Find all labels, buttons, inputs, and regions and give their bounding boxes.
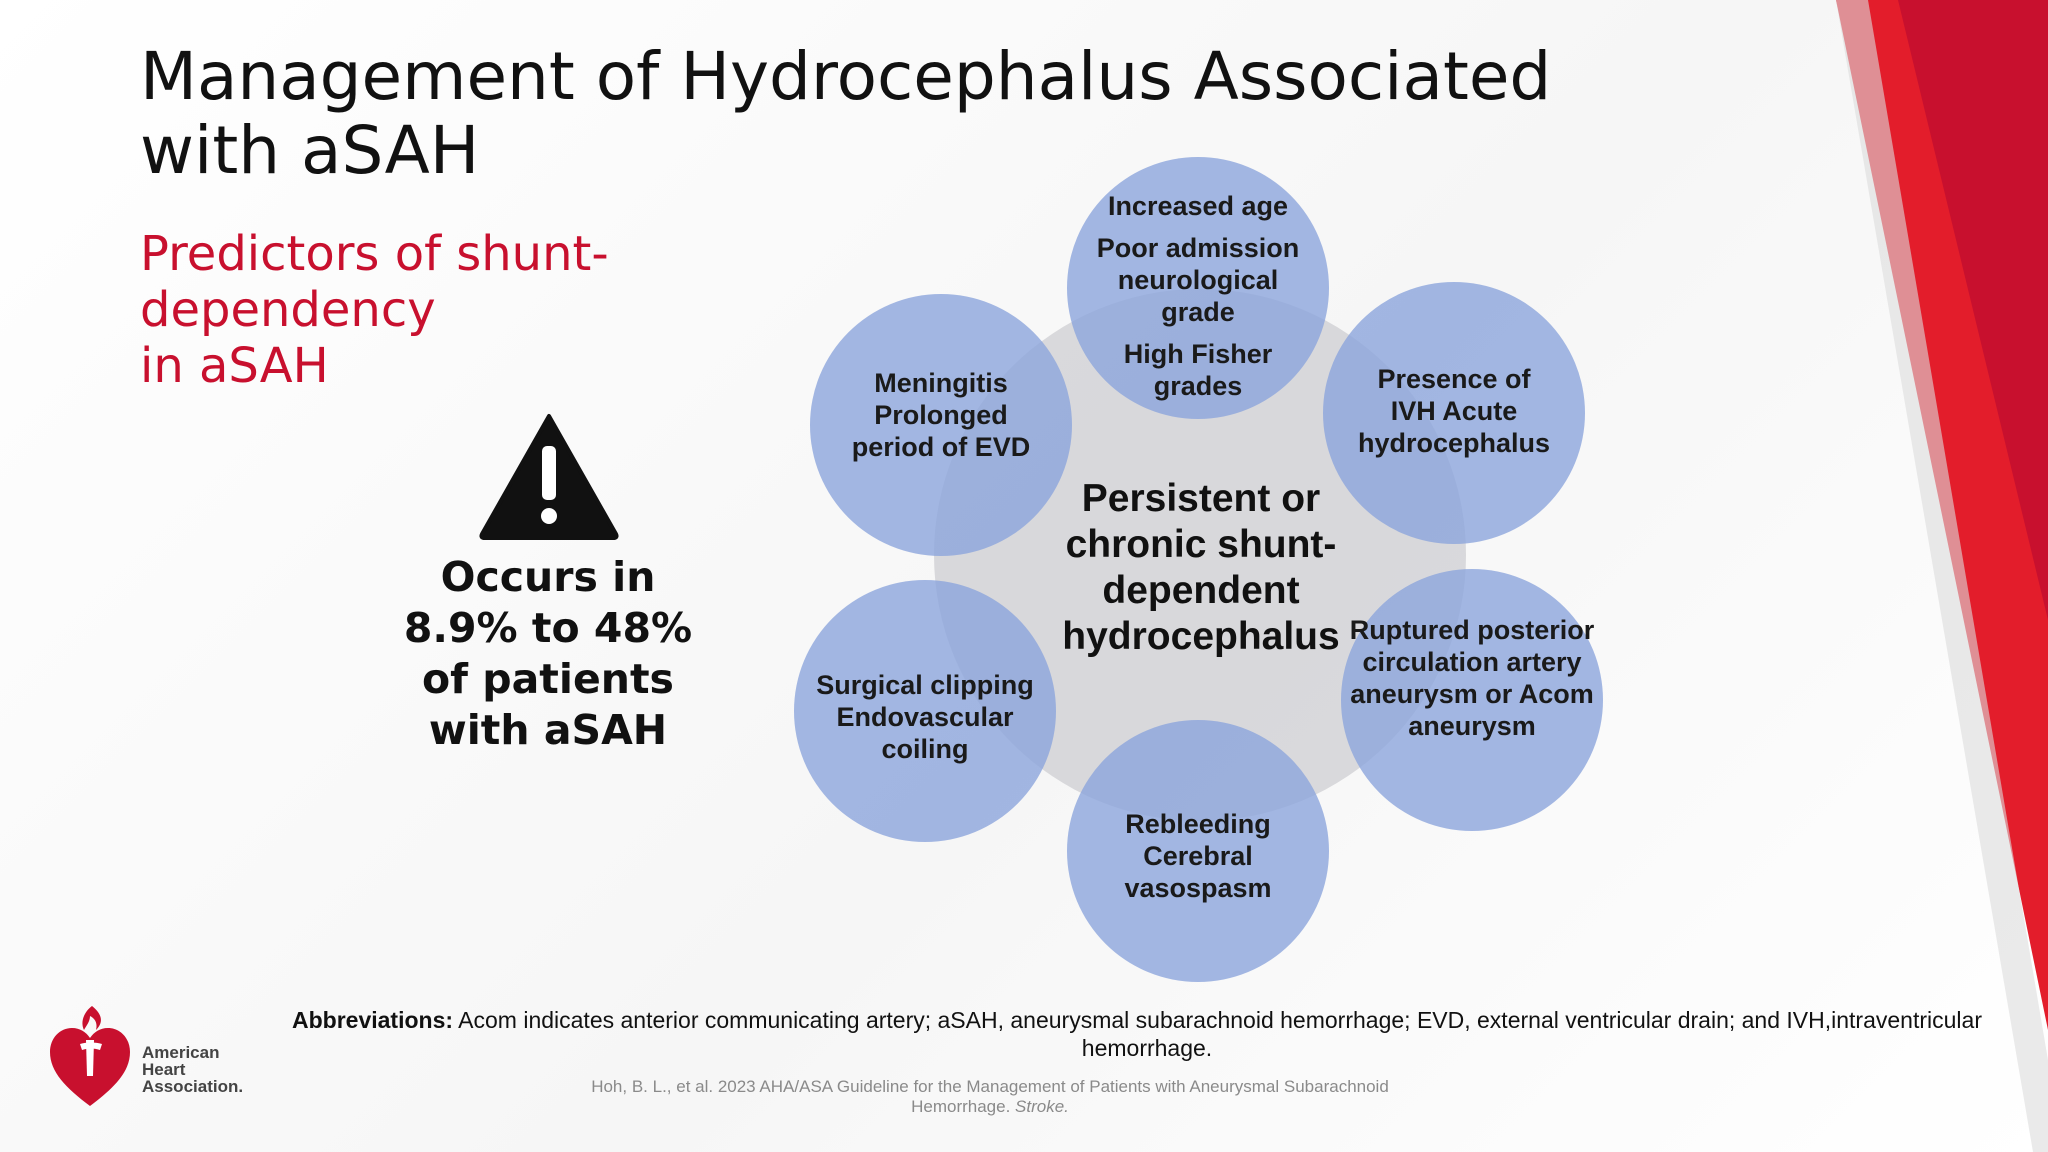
petal-label-line: Meningitis [874,368,1008,398]
petal-label-line: Increased age [1107,191,1289,221]
petal-label-line: aneurysm [1408,711,1536,741]
petal-label-line: grades [1153,371,1243,401]
logo-line: American [142,1043,220,1062]
petal-upper-right-label [1319,363,1589,459]
incidence-statistic [390,552,706,756]
logo-line: Association. [142,1077,244,1096]
petal-lower-right-label [1337,614,1607,742]
title-line-2: with aSAH [140,112,480,189]
hub-label-line: chronic shunt- [1065,523,1337,566]
citation-text: Hoh, B. L., et al. 2023 AHA/ASA Guideline for the Management of Patients with Aneurysmal Subarachnoid Hemorrhage. [591,1077,1389,1116]
petal-label-line: circulation artery [1362,647,1582,677]
petal-label-line: Endovascular [836,702,1014,732]
petal-label-line: hydrocephalus [1357,428,1551,458]
petal-label-line: grade [1161,297,1235,327]
petal-label-line: neurological [1117,265,1279,295]
warning-triangle-icon [478,412,620,540]
stat-line-3: of patients [422,655,674,703]
petal-label-line: aneurysm or Acom [1350,679,1594,709]
title-line-1: Management of Hydrocephalus Associated [140,38,1552,115]
petal-top-label [1063,190,1333,402]
petal-lower-left-label [790,669,1060,765]
stat-line-2: 8.9% to 48% [403,604,693,652]
red-ribbon-decoration [1828,0,2048,1152]
abbreviations-label: Abbreviations: [292,1007,454,1033]
abbreviations-text: Acom indicates anterior communicating artery; aSAH, aneurysmal subarachnoid hemorrhage; EVD, external ventricular drain; and IVH, [453,1007,1832,1033]
petal-label-line: vasospasm [1124,873,1272,903]
petal-label-line: Surgical clipping [816,670,1034,700]
petal-label-line: Cerebral [1143,841,1253,871]
petal-label-line: IVH Acute [1390,396,1518,426]
hub-label-line: hydrocephalus [1062,615,1340,658]
subtitle-line-3: in aSAH [140,338,329,394]
stat-line-4: with aSAH [428,706,668,754]
subtitle-line-2: dependency [140,282,436,338]
petal-bottom-label [1063,808,1333,904]
petal-label-line: Prolonged [874,400,1008,430]
abbreviations-line2: hemorrhage. [1081,1035,1213,1061]
hub-label-line: Persistent or [1081,477,1321,520]
petal-label-line: Presence of [1377,364,1531,394]
petal-upper-left-label [806,367,1076,463]
hub-label [1045,476,1357,660]
abbreviations-main [292,1006,1831,1034]
petal-label-line: period of EVD [851,432,1031,462]
logo-wordmark [142,1044,243,1095]
hub-label-line: dependent [1102,569,1300,612]
petal-label-line: Poor admission [1096,233,1300,263]
petal-label-line: Ruptured posterior [1349,615,1595,645]
petal-label-line: Rebleeding [1125,809,1271,839]
logo-line: Heart [142,1060,186,1079]
citation [540,1077,1440,1117]
petal-label-line: coiling [881,734,969,764]
subtitle-line-1: Predictors of shunt- [140,226,609,282]
abbreviations-footnote [292,1006,1982,1062]
petal-label-line: High Fisher [1123,339,1273,369]
abbreviations-tail: intraventricular [1831,1007,1982,1033]
stat-line-1: Occurs in [440,553,656,601]
citation-journal: Stroke. [1015,1097,1069,1116]
